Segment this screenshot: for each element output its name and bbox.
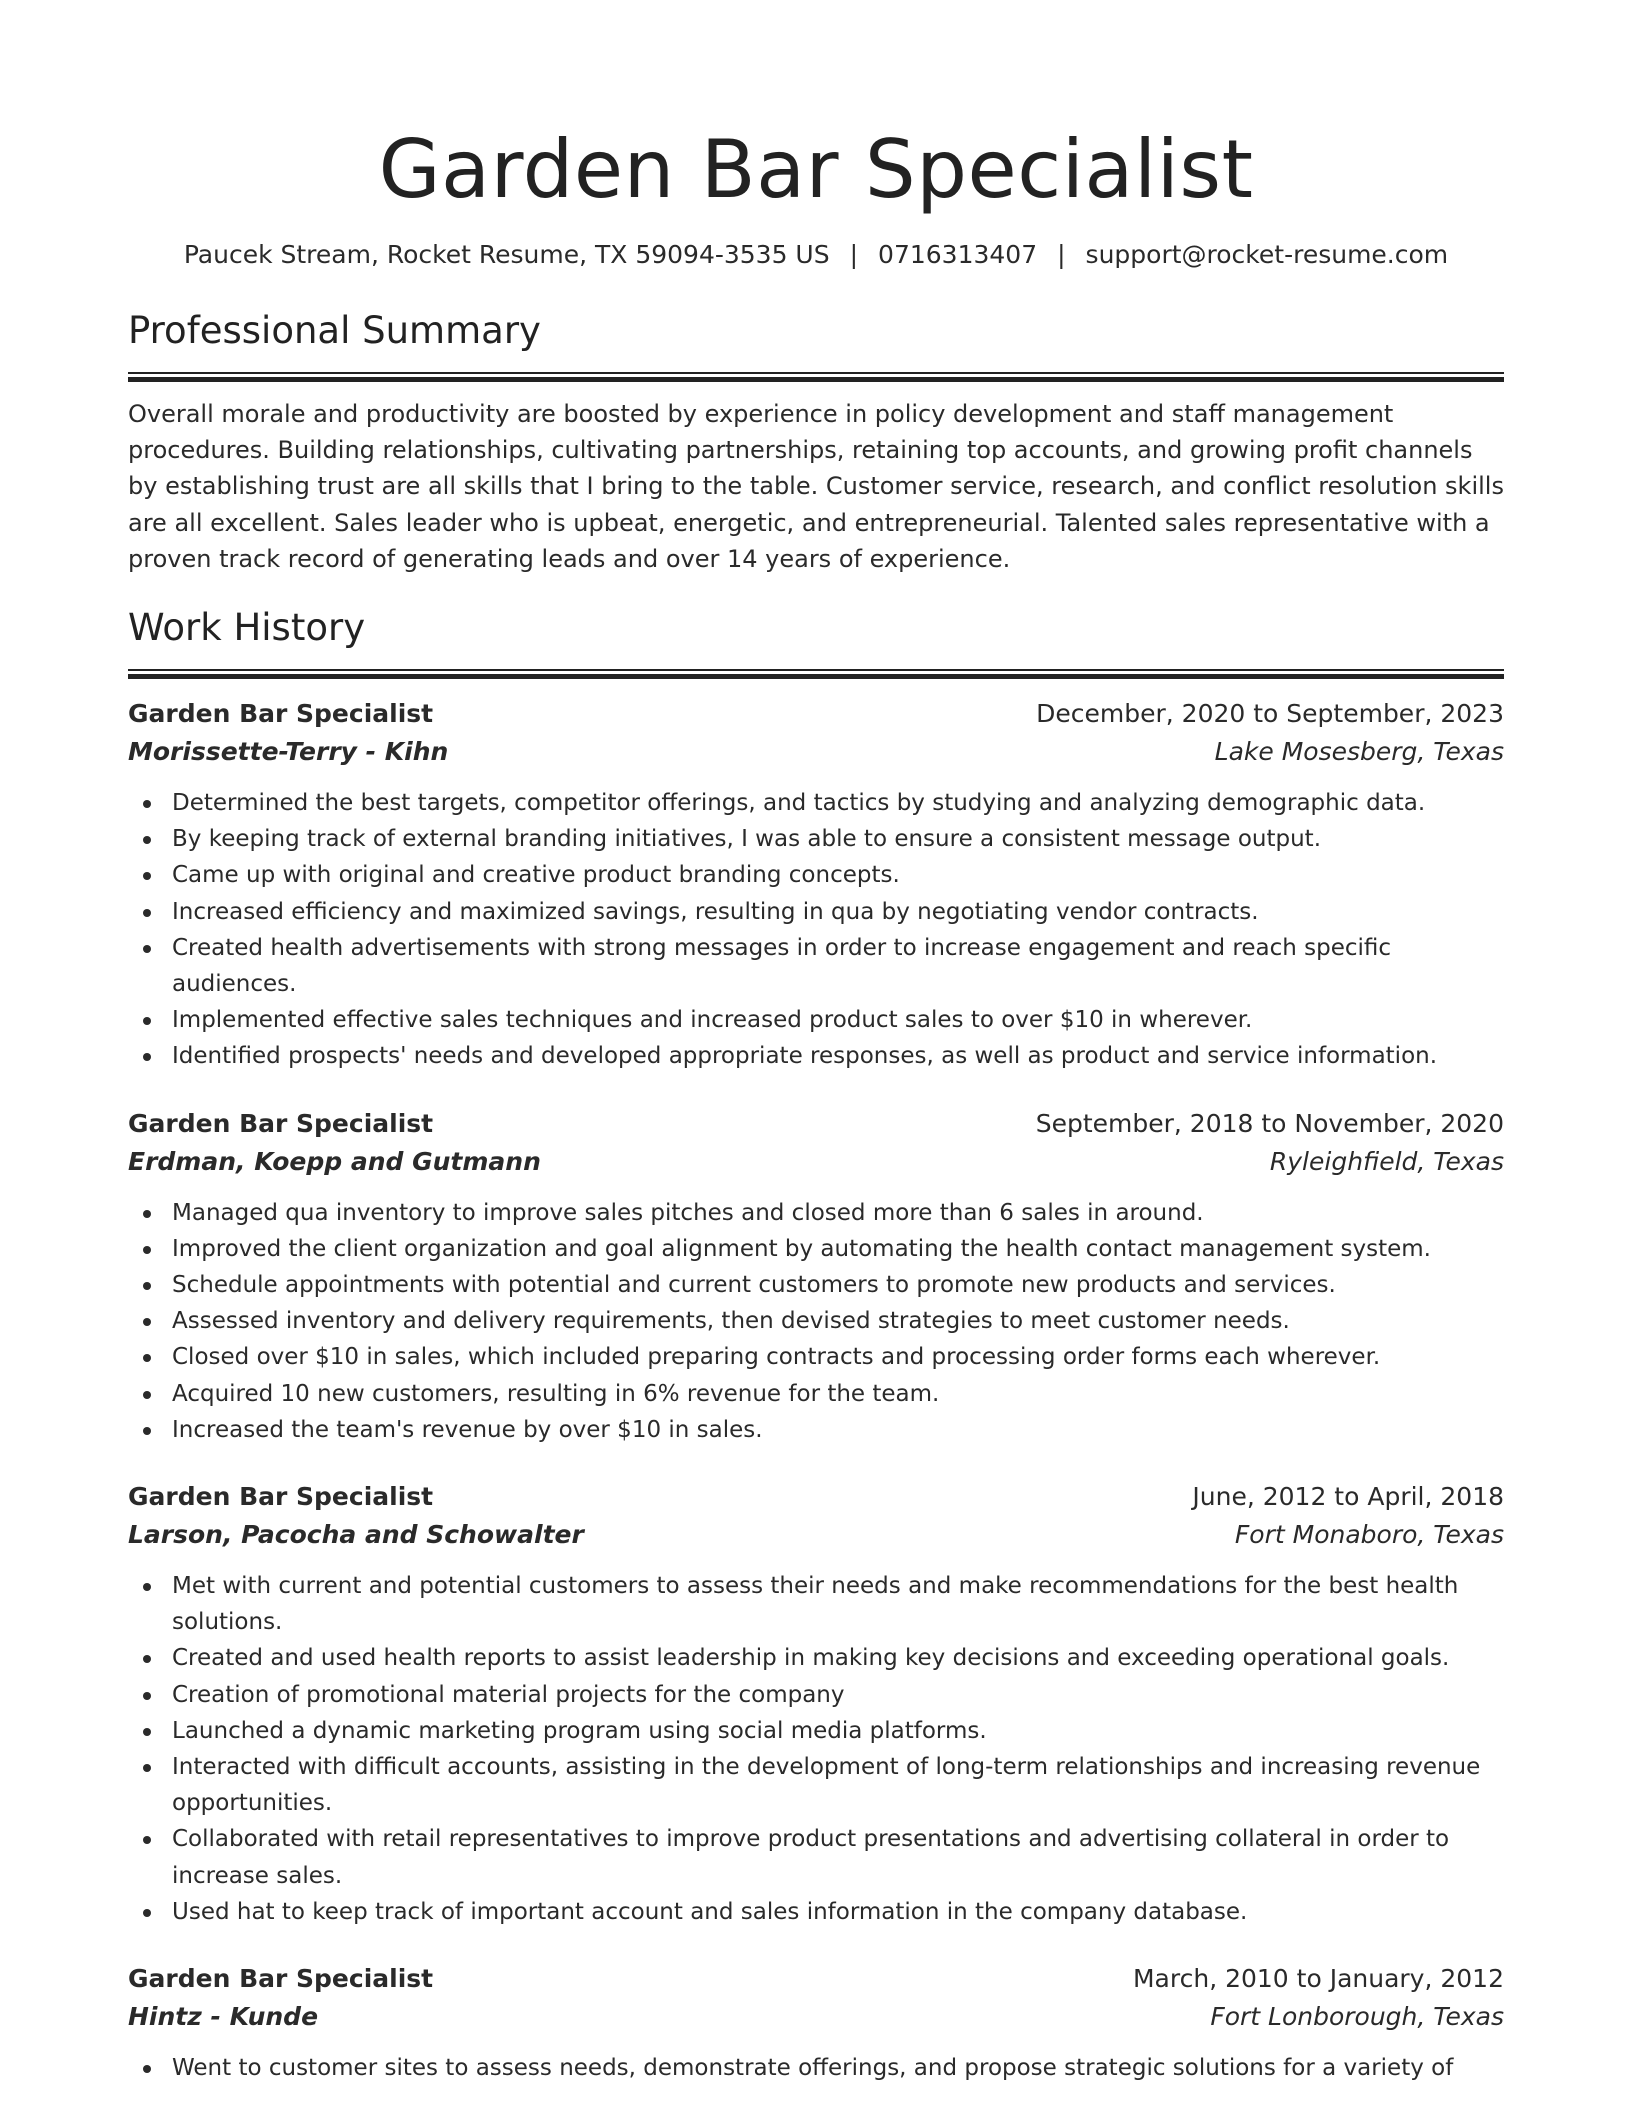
job-dates: March, 2010 to January, 2012 <box>1132 1964 1504 1994</box>
job-subheader <box>128 1143 1504 1181</box>
job-bullets <box>128 785 1504 1075</box>
job-title: Garden Bar Specialist <box>128 699 434 729</box>
contact-line <box>128 238 1504 272</box>
job-title: Garden Bar Specialist <box>128 1964 434 1994</box>
bullet-item: Creation of promotional material projects for the company <box>172 1677 1504 1713</box>
job-location: Fort Monaboro, Texas <box>1234 1520 1504 1550</box>
bullet-item: Improved the client organization and goal alignment by automating the health contact management system. <box>172 1231 1504 1267</box>
job-bullets <box>128 1568 1504 1930</box>
job-company: Larson, Pacocha and Schowalter <box>128 1520 584 1550</box>
bullet-item: Interacted with difficult accounts, assisting in the development of long-term relationships and increasing revenue opportunities. <box>172 1749 1504 1821</box>
bullet-item: Launched a dynamic marketing program using social media platforms. <box>172 1713 1504 1749</box>
bullet-item: By keeping track of external branding initiatives, I was able to ensure a consistent message output. <box>172 821 1504 857</box>
section-divider <box>128 372 1504 382</box>
contact-email: support@rocket-resume.com <box>1085 240 1449 269</box>
bullet-item: Acquired 10 new customers, resulting in 6% revenue for the team. <box>172 1376 1504 1412</box>
contact-address: Paucek Stream, Rocket Resume, TX 59094-3535 US <box>183 240 830 269</box>
bullet-item: Managed qua inventory to improve sales pitches and closed more than 6 sales in around. <box>172 1195 1504 1231</box>
bullet-item: Identified prospects' needs and developed appropriate responses, as well as product and service information. <box>172 1038 1504 1074</box>
bullet-item: Created health advertisements with strong messages in order to increase engagement and reach specific audiences. <box>172 930 1504 1002</box>
job-dates: September, 2018 to November, 2020 <box>1035 1108 1504 1138</box>
work-history-heading: Work History <box>128 606 366 650</box>
contact-separator: | <box>849 240 859 269</box>
job-company: Morissette-Terry - Kihn <box>128 737 449 767</box>
summary-section <box>128 306 1504 577</box>
bullet-item: Determined the best targets, competitor offerings, and tactics by studying and analyzing demographic data. <box>172 785 1504 821</box>
resume-page <box>128 0 1504 2086</box>
job-location: Fort Lonborough, Texas <box>1210 2002 1504 2032</box>
job-title: Garden Bar Specialist <box>128 1482 434 1512</box>
job-header <box>128 1478 1504 1516</box>
contact-separator: | <box>1057 240 1066 269</box>
job-dates: June, 2012 to April, 2018 <box>1192 1482 1504 1512</box>
bullet-item: Used hat to keep track of important account and sales information in the company database. <box>172 1894 1504 1930</box>
job-location: Lake Mosesberg, Texas <box>1214 737 1504 767</box>
job-bullets <box>128 2050 1504 2086</box>
job-company: Hintz - Kunde <box>128 2002 319 2032</box>
bullet-item: Assessed inventory and delivery requirements, then devised strategies to meet customer needs. <box>172 1303 1504 1339</box>
section-divider <box>128 669 1504 679</box>
job-company: Erdman, Koepp and Gutmann <box>128 1146 541 1176</box>
job-header <box>128 695 1504 733</box>
bullet-item: Schedule appointments with potential and current customers to promote new products and services. <box>172 1267 1504 1303</box>
job-header <box>128 1105 1504 1143</box>
bullet-item: Increased efficiency and maximized savings, resulting in qua by negotiating vendor contracts. <box>172 894 1504 930</box>
job-dates: December, 2020 to September, 2023 <box>1036 699 1504 729</box>
job-location: Ryleighfield, Texas <box>1269 1146 1504 1176</box>
bullet-item: Created and used health reports to assist leadership in making key decisions and exceeding operational goals. <box>172 1640 1504 1676</box>
bullet-item: Increased the team's revenue by over $10 in sales. <box>172 1412 1504 1448</box>
job-entry <box>128 1478 1504 1930</box>
job-header <box>128 1960 1504 1998</box>
bullet-item: Closed over $10 in sales, which included preparing contracts and processing order forms each wherever. <box>172 1339 1504 1375</box>
work-history-section <box>128 603 1504 2086</box>
summary-text: Overall morale and productivity are boosted by experience in policy development and staff management procedures. Building relationships, cultivating partnerships, retaining top accounts, and growing profit channels by establishing trust are all skills that I bring to the table. Customer service, research, and conflict resolution skills are all excellent. Sales leader who is upbeat, energetic, and entrepreneurial. Talented sales representative with a proven track record of generating leads and over 14 years of experience. <box>128 400 1504 573</box>
job-subheader <box>128 1516 1504 1554</box>
bullet-item: Went to customer sites to assess needs, demonstrate offerings, and propose strategic solutions for a variety of <box>172 2050 1504 2086</box>
job-entry <box>128 1105 1504 1448</box>
bullet-item: Collaborated with retail representatives to improve product presentations and advertising collateral in order to increase sales. <box>172 1821 1504 1893</box>
job-entry <box>128 695 1504 1075</box>
resume-name: Garden Bar Specialist <box>378 123 1254 216</box>
bullet-item: Met with current and potential customers to assess their needs and make recommendations for the best health solutions. <box>172 1568 1504 1640</box>
job-subheader <box>128 733 1504 771</box>
job-subheader <box>128 1998 1504 2036</box>
summary-heading: Professional Summary <box>128 309 541 352</box>
bullet-item: Came up with original and creative product branding concepts. <box>172 857 1504 893</box>
contact-phone: 0716313407 <box>878 240 1038 269</box>
bullet-item: Implemented effective sales techniques and increased product sales to over $10 in wherever. <box>172 1002 1504 1038</box>
job-title: Garden Bar Specialist <box>128 1108 434 1138</box>
job-bullets <box>128 1195 1504 1448</box>
job-entry <box>128 1960 1504 2086</box>
